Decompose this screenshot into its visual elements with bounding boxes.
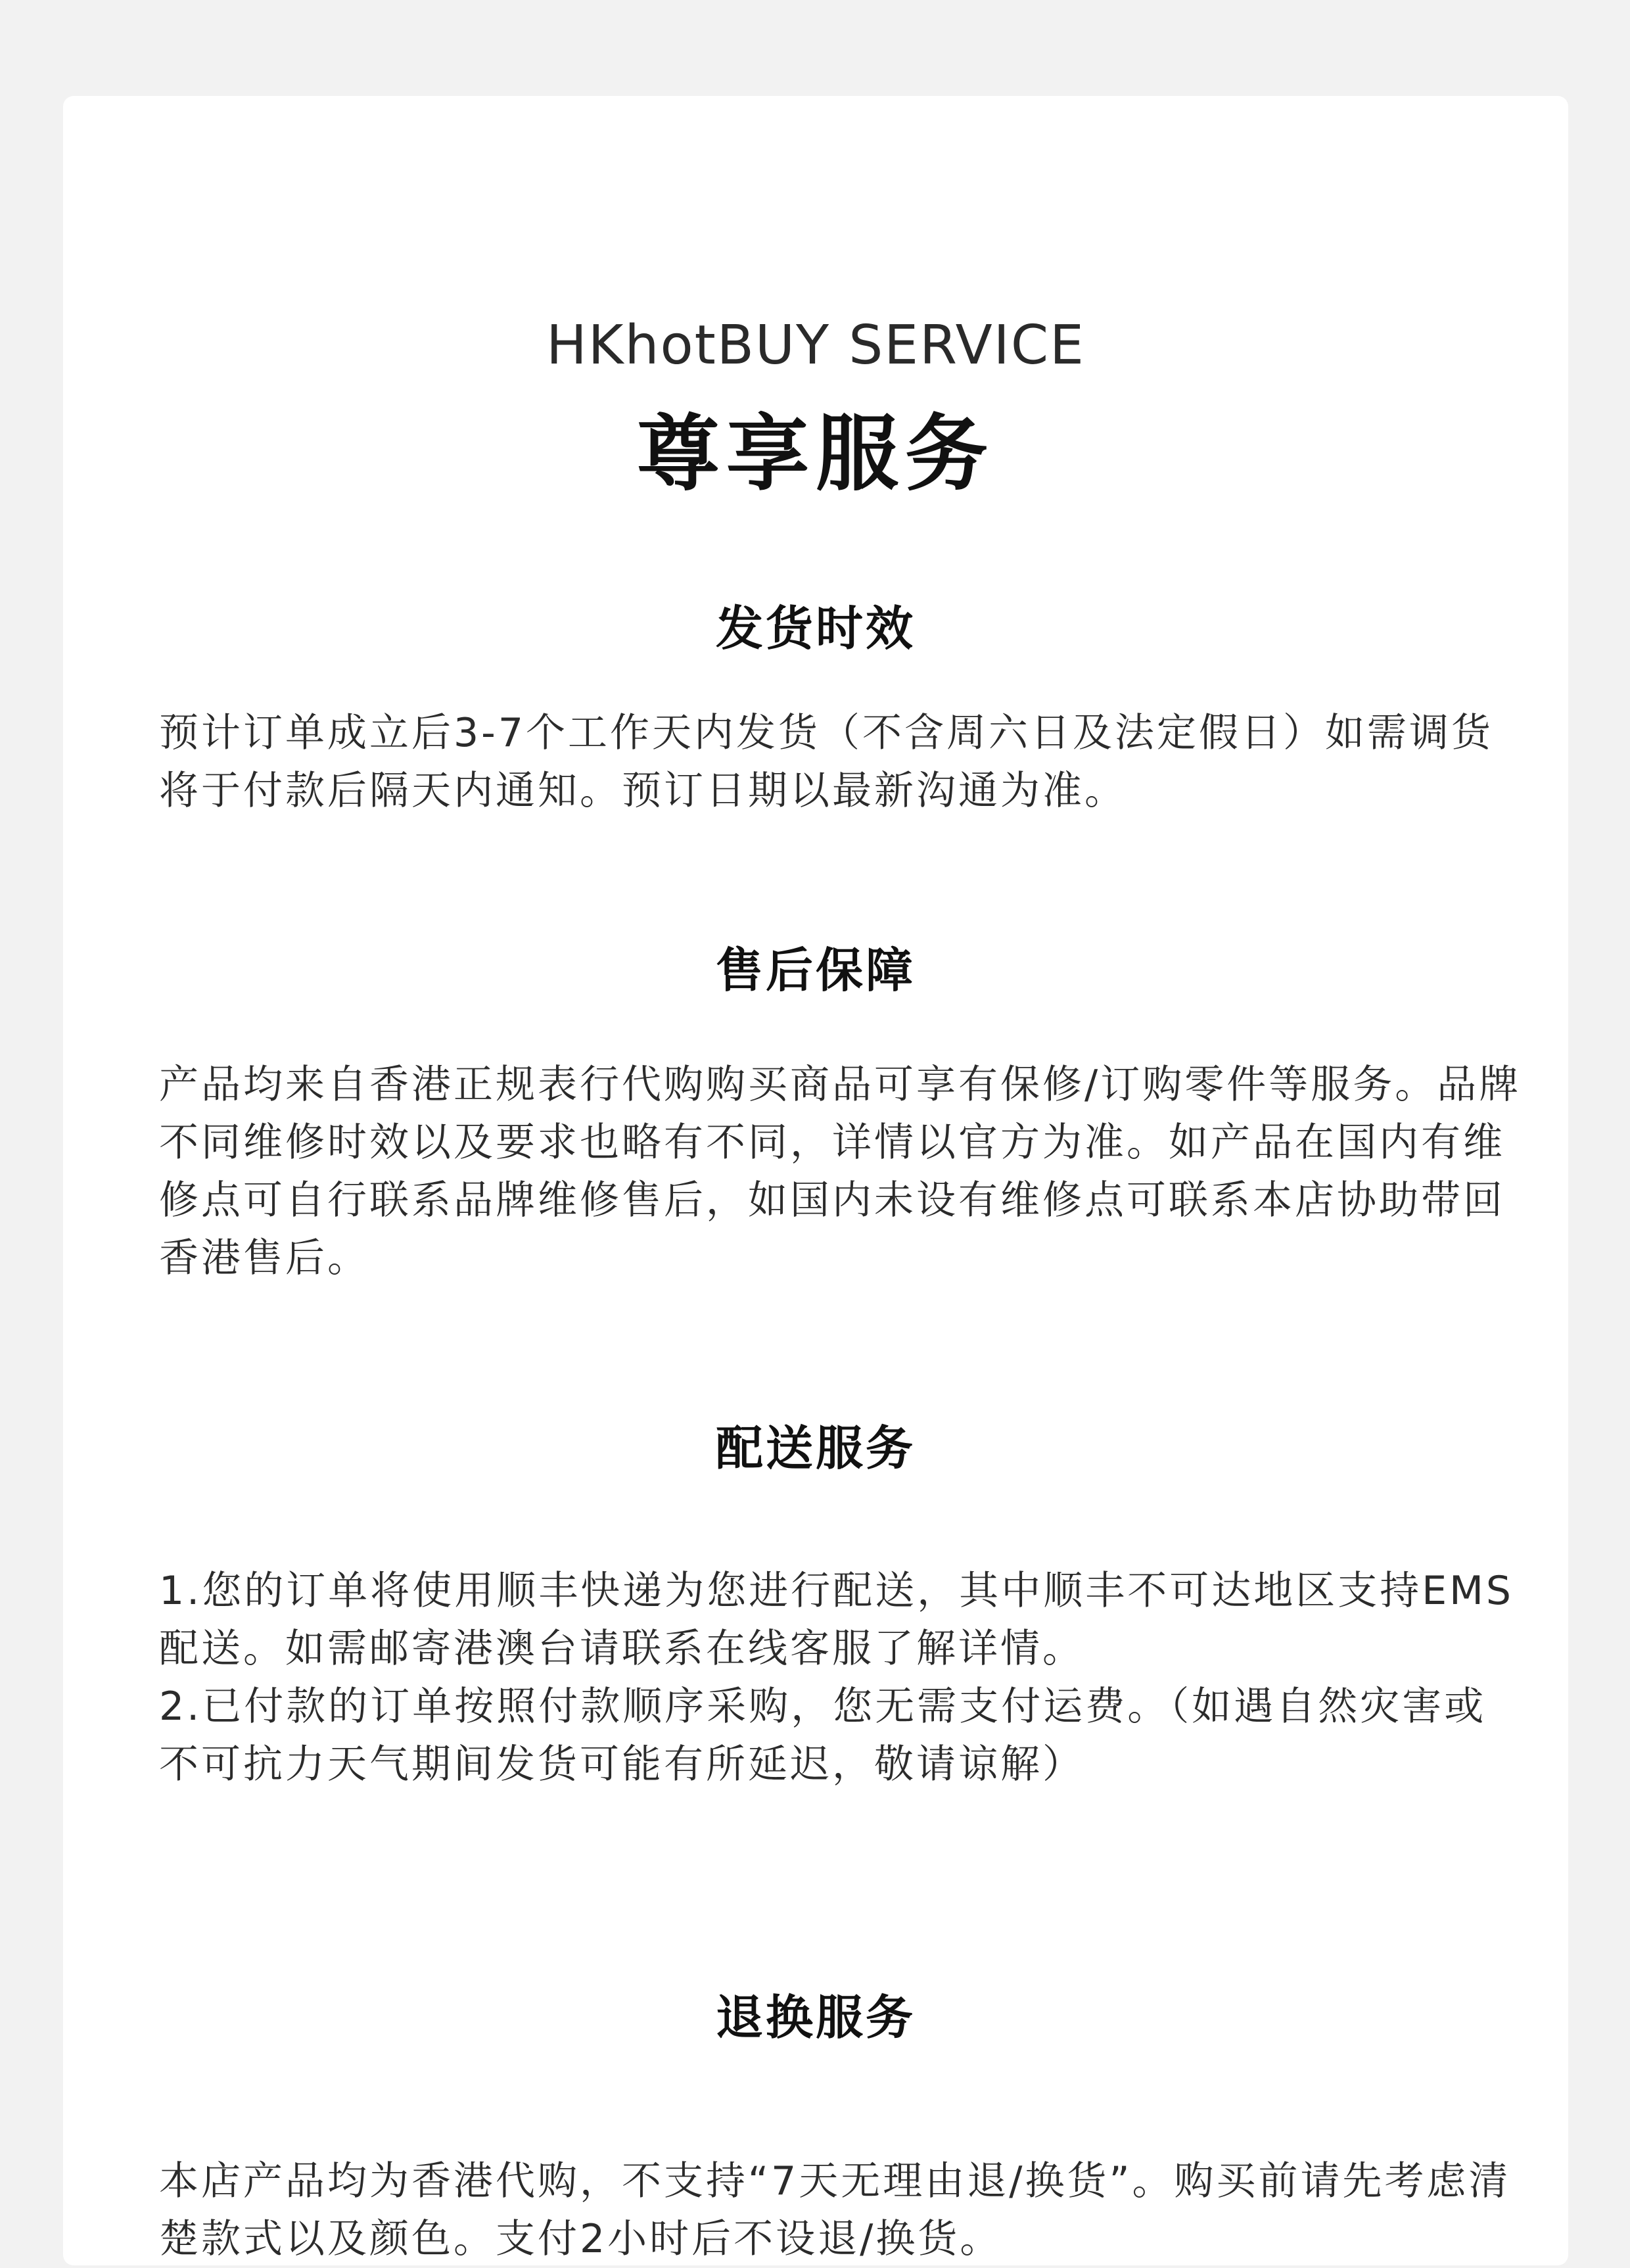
section-heading-shipping-time: 发货时效 (715, 601, 916, 656)
section-body-shipping-time (159, 704, 1526, 820)
section-body-after-sales (159, 1056, 1526, 1287)
paragraph: 1.您的订单将使用顺丰快递为您进行配送，其中顺丰不可达地区支持EMS配送。如需邮寄港澳台请联系在线客服了解详情。 (159, 1568, 1514, 1672)
section-body-delivery (159, 1562, 1526, 1793)
paragraph: 产品均来自香港正规表行代购购买商品可享有保修/订购零件等服务。品牌不同维修时效以及要求也略有不同，详情以官方为准。如产品在国内有维修点可自行联系品牌维修售后，如国内未设有维修点可联系本店协助带回香港售后。 (159, 1062, 1522, 1281)
service-card (63, 96, 1568, 2265)
section-body-returns (159, 2152, 1526, 2268)
paragraph: 本店产品均为香港代购，不支持“7天无理由退/换货”。购买前请先考虑清楚款式以及颜色。支付2小时后不设退/换货。 (159, 2158, 1511, 2262)
paragraph: 2.已付款的订单按照付款顺序采购，您无需支付运费。（如遇自然灾害或不可抗力天气期间发货可能有所延迟，敬请谅解） (159, 1684, 1487, 1787)
section-heading-returns: 退换服务 (715, 1990, 916, 2045)
paragraph: 预计订单成立后3-7个工作天内发货（不含周六日及法定假日）如需调货将于付款后隔天内通知。预订日期以最新沟通为准。 (159, 710, 1493, 814)
section-heading-after-sales: 售后保障 (715, 943, 916, 998)
page-title: 尊享服务 (637, 406, 994, 502)
brand-title: HKhotBUY SERVICE (546, 314, 1085, 377)
section-heading-delivery: 配送服务 (715, 1421, 916, 1476)
